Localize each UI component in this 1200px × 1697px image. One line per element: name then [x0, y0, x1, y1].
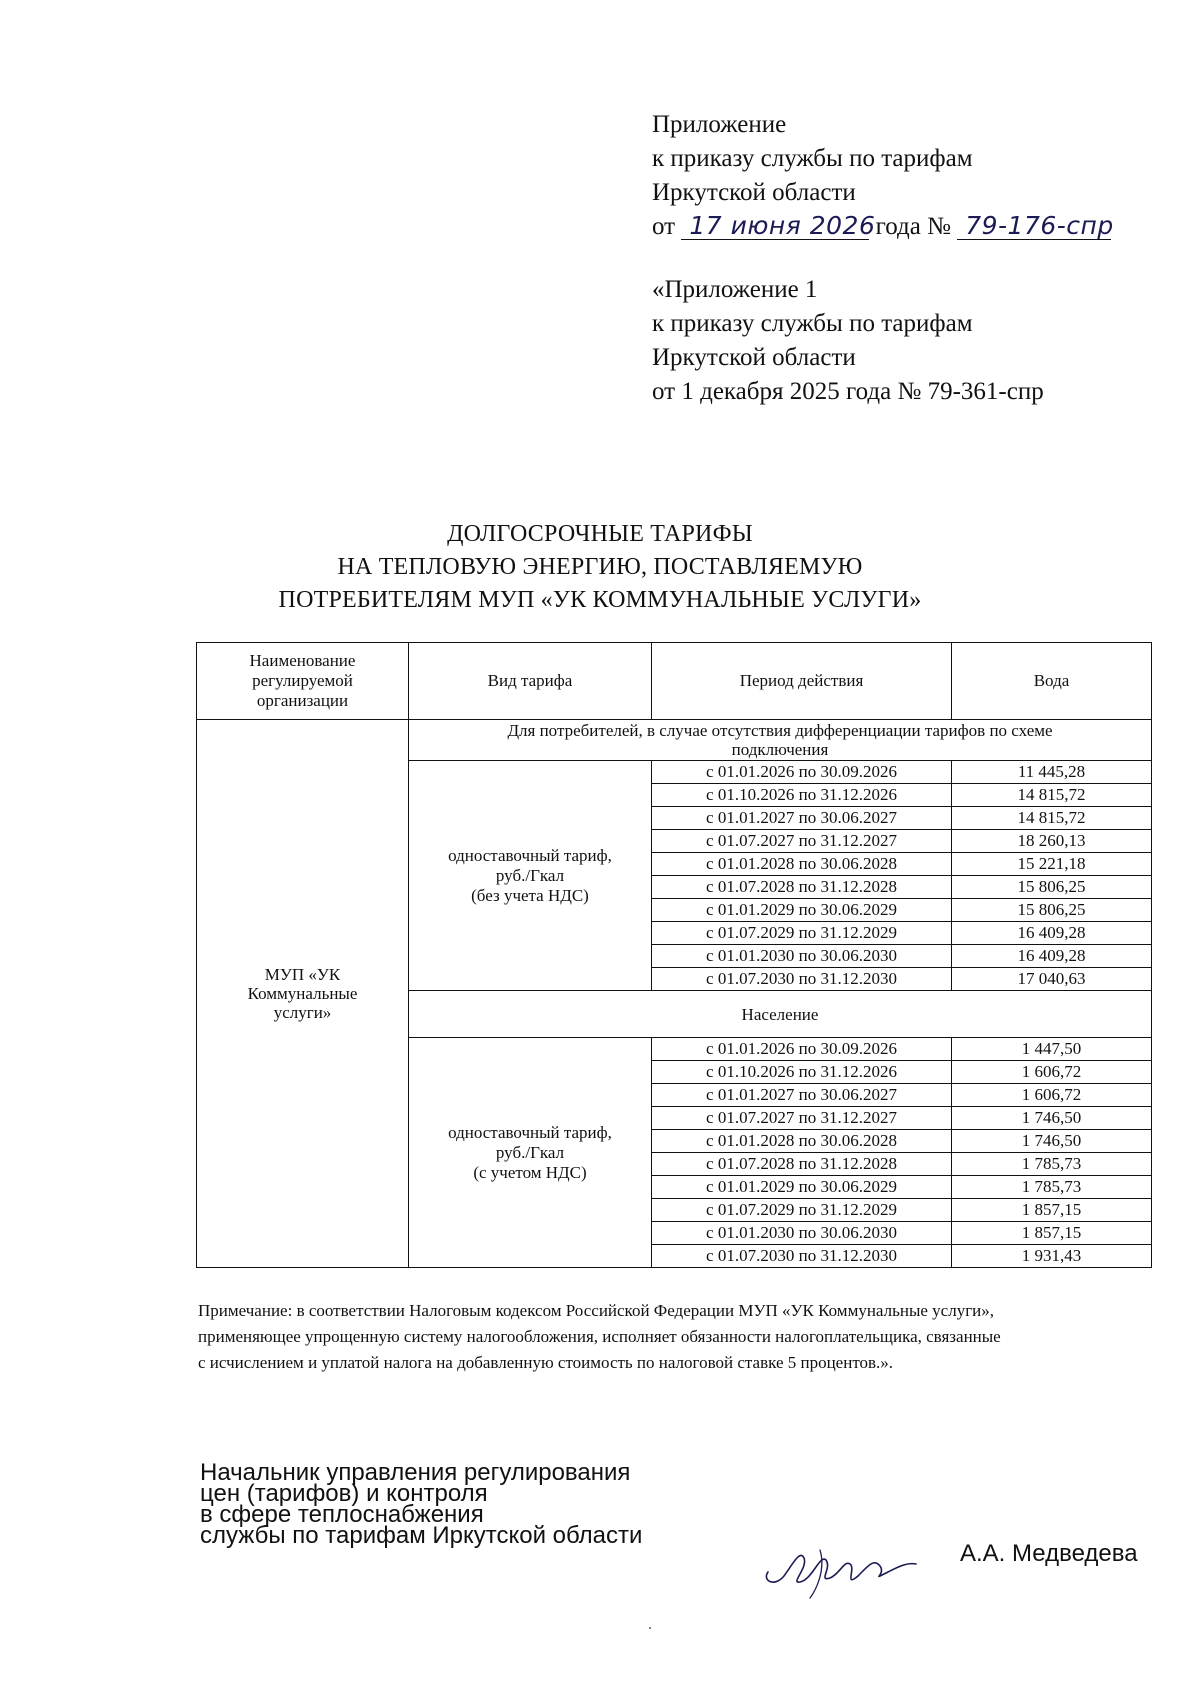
period-cell: с 01.01.2026 по 30.09.2026 — [652, 1038, 952, 1061]
signature-title-line: в сфере теплоснабжения — [200, 1501, 484, 1528]
period-cell: с 01.01.2027 по 30.06.2027 — [652, 1084, 952, 1107]
tariff-kind-line: руб./Гкал — [495, 1142, 565, 1162]
water-tariff-cell: 1 746,50 — [952, 1107, 1152, 1130]
appendix-year-word: года № — [875, 213, 951, 240]
appendix-line-2: к приказу службы по тарифам — [652, 145, 973, 172]
header-period: Период действия — [652, 643, 952, 720]
org-name-cell — [197, 720, 409, 1268]
water-tariff-cell: 14 815,72 — [952, 784, 1152, 807]
period-cell: с 01.07.2028 по 31.12.2028 — [652, 876, 952, 899]
section-title-line: подключения — [731, 740, 829, 759]
section-title-line: Население — [741, 1004, 819, 1024]
appendix-line-1: Приложение — [652, 111, 787, 138]
period-cell: с 01.01.2028 по 30.06.2028 — [652, 853, 952, 876]
period-cell: с 01.01.2030 по 30.06.2030 — [652, 945, 952, 968]
org-name-line: Коммунальные — [247, 984, 358, 1003]
handwritten-signature — [760, 1510, 920, 1600]
header-org — [197, 643, 409, 720]
period-cell: с 01.07.2027 по 31.12.2027 — [652, 1107, 952, 1130]
period-cell: с 01.07.2030 по 31.12.2030 — [652, 968, 952, 991]
period-cell: с 01.07.2029 по 31.12.2029 — [652, 1199, 952, 1222]
water-tariff-cell: 1 931,43 — [952, 1245, 1152, 1268]
period-cell: с 01.10.2026 по 31.12.2026 — [652, 1061, 952, 1084]
org-name-line: МУП «УК — [264, 965, 341, 984]
water-tariff-cell: 15 806,25 — [952, 876, 1152, 899]
period-cell: с 01.10.2026 по 31.12.2026 — [652, 784, 952, 807]
scan-speck — [649, 1627, 651, 1629]
water-tariff-cell: 16 409,28 — [952, 922, 1152, 945]
handwritten-order-number: 79-176-спр — [957, 213, 1111, 240]
tariff-kind-line: одноставочный тариф, — [448, 845, 612, 865]
period-cell: с 01.07.2029 по 31.12.2029 — [652, 922, 952, 945]
tariff-kind-line: руб./Гкал — [495, 865, 565, 885]
appendix-header — [652, 108, 1114, 244]
tariff-kind-line: одноставочный тариф, — [448, 1122, 612, 1142]
water-tariff-cell: 11 445,28 — [952, 761, 1152, 784]
section-header-row — [197, 720, 1152, 761]
water-tariff-cell: 16 409,28 — [952, 945, 1152, 968]
period-cell: с 01.01.2028 по 30.06.2028 — [652, 1130, 952, 1153]
water-tariff-cell: 1 857,15 — [952, 1222, 1152, 1245]
water-tariff-cell: 18 260,13 — [952, 830, 1152, 853]
period-cell: с 01.01.2029 по 30.06.2029 — [652, 1176, 952, 1199]
water-tariff-cell: 1 857,15 — [952, 1199, 1152, 1222]
appendix-from-prefix: от — [652, 213, 676, 240]
period-cell: с 01.01.2027 по 30.06.2027 — [652, 807, 952, 830]
signature-title-line: цен (тарифов) и контроля — [200, 1480, 488, 1507]
table-header-row — [197, 643, 1152, 720]
document-title — [0, 518, 1200, 617]
tariff-table — [196, 642, 1152, 1268]
water-tariff-cell: 1 785,73 — [952, 1176, 1152, 1199]
tariff-kind-line: (без учета НДС) — [471, 885, 589, 905]
reference-line-3: Иркутской области — [652, 344, 856, 371]
reference-header — [652, 273, 1044, 409]
reference-line-2: к приказу службы по тарифам — [652, 310, 973, 337]
tariff-kind-cell — [409, 1038, 652, 1268]
water-tariff-cell: 14 815,72 — [952, 807, 1152, 830]
period-cell: с 01.07.2030 по 31.12.2030 — [652, 1245, 952, 1268]
water-tariff-cell: 17 040,63 — [952, 968, 1152, 991]
title-line-1: ДОЛГОСРОЧНЫЕ ТАРИФЫ — [447, 521, 753, 547]
org-name-line: услуги» — [273, 1003, 332, 1022]
period-cell: с 01.01.2029 по 30.06.2029 — [652, 899, 952, 922]
water-tariff-cell: 1 606,72 — [952, 1061, 1152, 1084]
water-tariff-cell: 1 606,72 — [952, 1084, 1152, 1107]
signer-name: А.А. Медведева — [960, 1540, 1138, 1567]
header-org-line: регулируемой — [252, 671, 353, 690]
water-tariff-cell: 1 746,50 — [952, 1130, 1152, 1153]
header-org-line: Наименование — [249, 651, 356, 670]
period-cell: с 01.01.2030 по 30.06.2030 — [652, 1222, 952, 1245]
note-line: с исчислением и уплатой налога на добавленную стоимость по налоговой ставке 5 процентов.». — [198, 1353, 894, 1372]
water-tariff-cell: 1 447,50 — [952, 1038, 1152, 1061]
title-line-2: НА ТЕПЛОВУЮ ЭНЕРГИЮ, ПОСТАВЛЯЕМУЮ — [337, 554, 863, 580]
note-line: применяющее упрощенную систему налогообложения, исполняет обязанности налогоплательщика, связанные — [198, 1327, 1001, 1346]
signature-title — [200, 1459, 643, 1549]
period-cell: с 01.01.2026 по 30.09.2026 — [652, 761, 952, 784]
note-line: Примечание: в соответствии Налоговым кодексом Российской Федерации МУП «УК Коммунальные услуги», — [198, 1301, 995, 1320]
period-cell: с 01.07.2027 по 31.12.2027 — [652, 830, 952, 853]
water-tariff-cell: 15 806,25 — [952, 899, 1152, 922]
section-title — [409, 991, 1152, 1038]
water-tariff-cell: 15 221,18 — [952, 853, 1152, 876]
appendix-line-3: Иркутской области — [652, 179, 856, 206]
header-water: Вода — [952, 643, 1152, 720]
tariff-kind-line: (с учетом НДС) — [473, 1162, 587, 1182]
reference-line-1: «Приложение 1 — [652, 276, 818, 303]
header-tariff-kind: Вид тарифа — [409, 643, 652, 720]
period-cell: с 01.07.2028 по 31.12.2028 — [652, 1153, 952, 1176]
header-org-line: организации — [256, 691, 349, 710]
tariff-kind-cell — [409, 761, 652, 991]
reference-line-4: от 1 декабря 2025 года № 79-361-спр — [652, 378, 1044, 405]
signature-title-line: службы по тарифам Иркутской области — [200, 1522, 643, 1549]
section-title-line: Для потребителей, в случае отсутствия дифференциации тарифов по схеме — [507, 721, 1053, 740]
title-line-3: ПОТРЕБИТЕЛЯМ МУП «УК КОММУНАЛЬНЫЕ УСЛУГИ» — [278, 587, 922, 613]
water-tariff-cell: 1 785,73 — [952, 1153, 1152, 1176]
handwritten-date: 17 июня 2026 — [681, 213, 869, 240]
signature-title-line: Начальник управления регулирования — [200, 1459, 631, 1486]
section-title — [409, 720, 1152, 761]
note — [198, 1298, 1158, 1376]
appendix-date-line — [652, 210, 1114, 244]
